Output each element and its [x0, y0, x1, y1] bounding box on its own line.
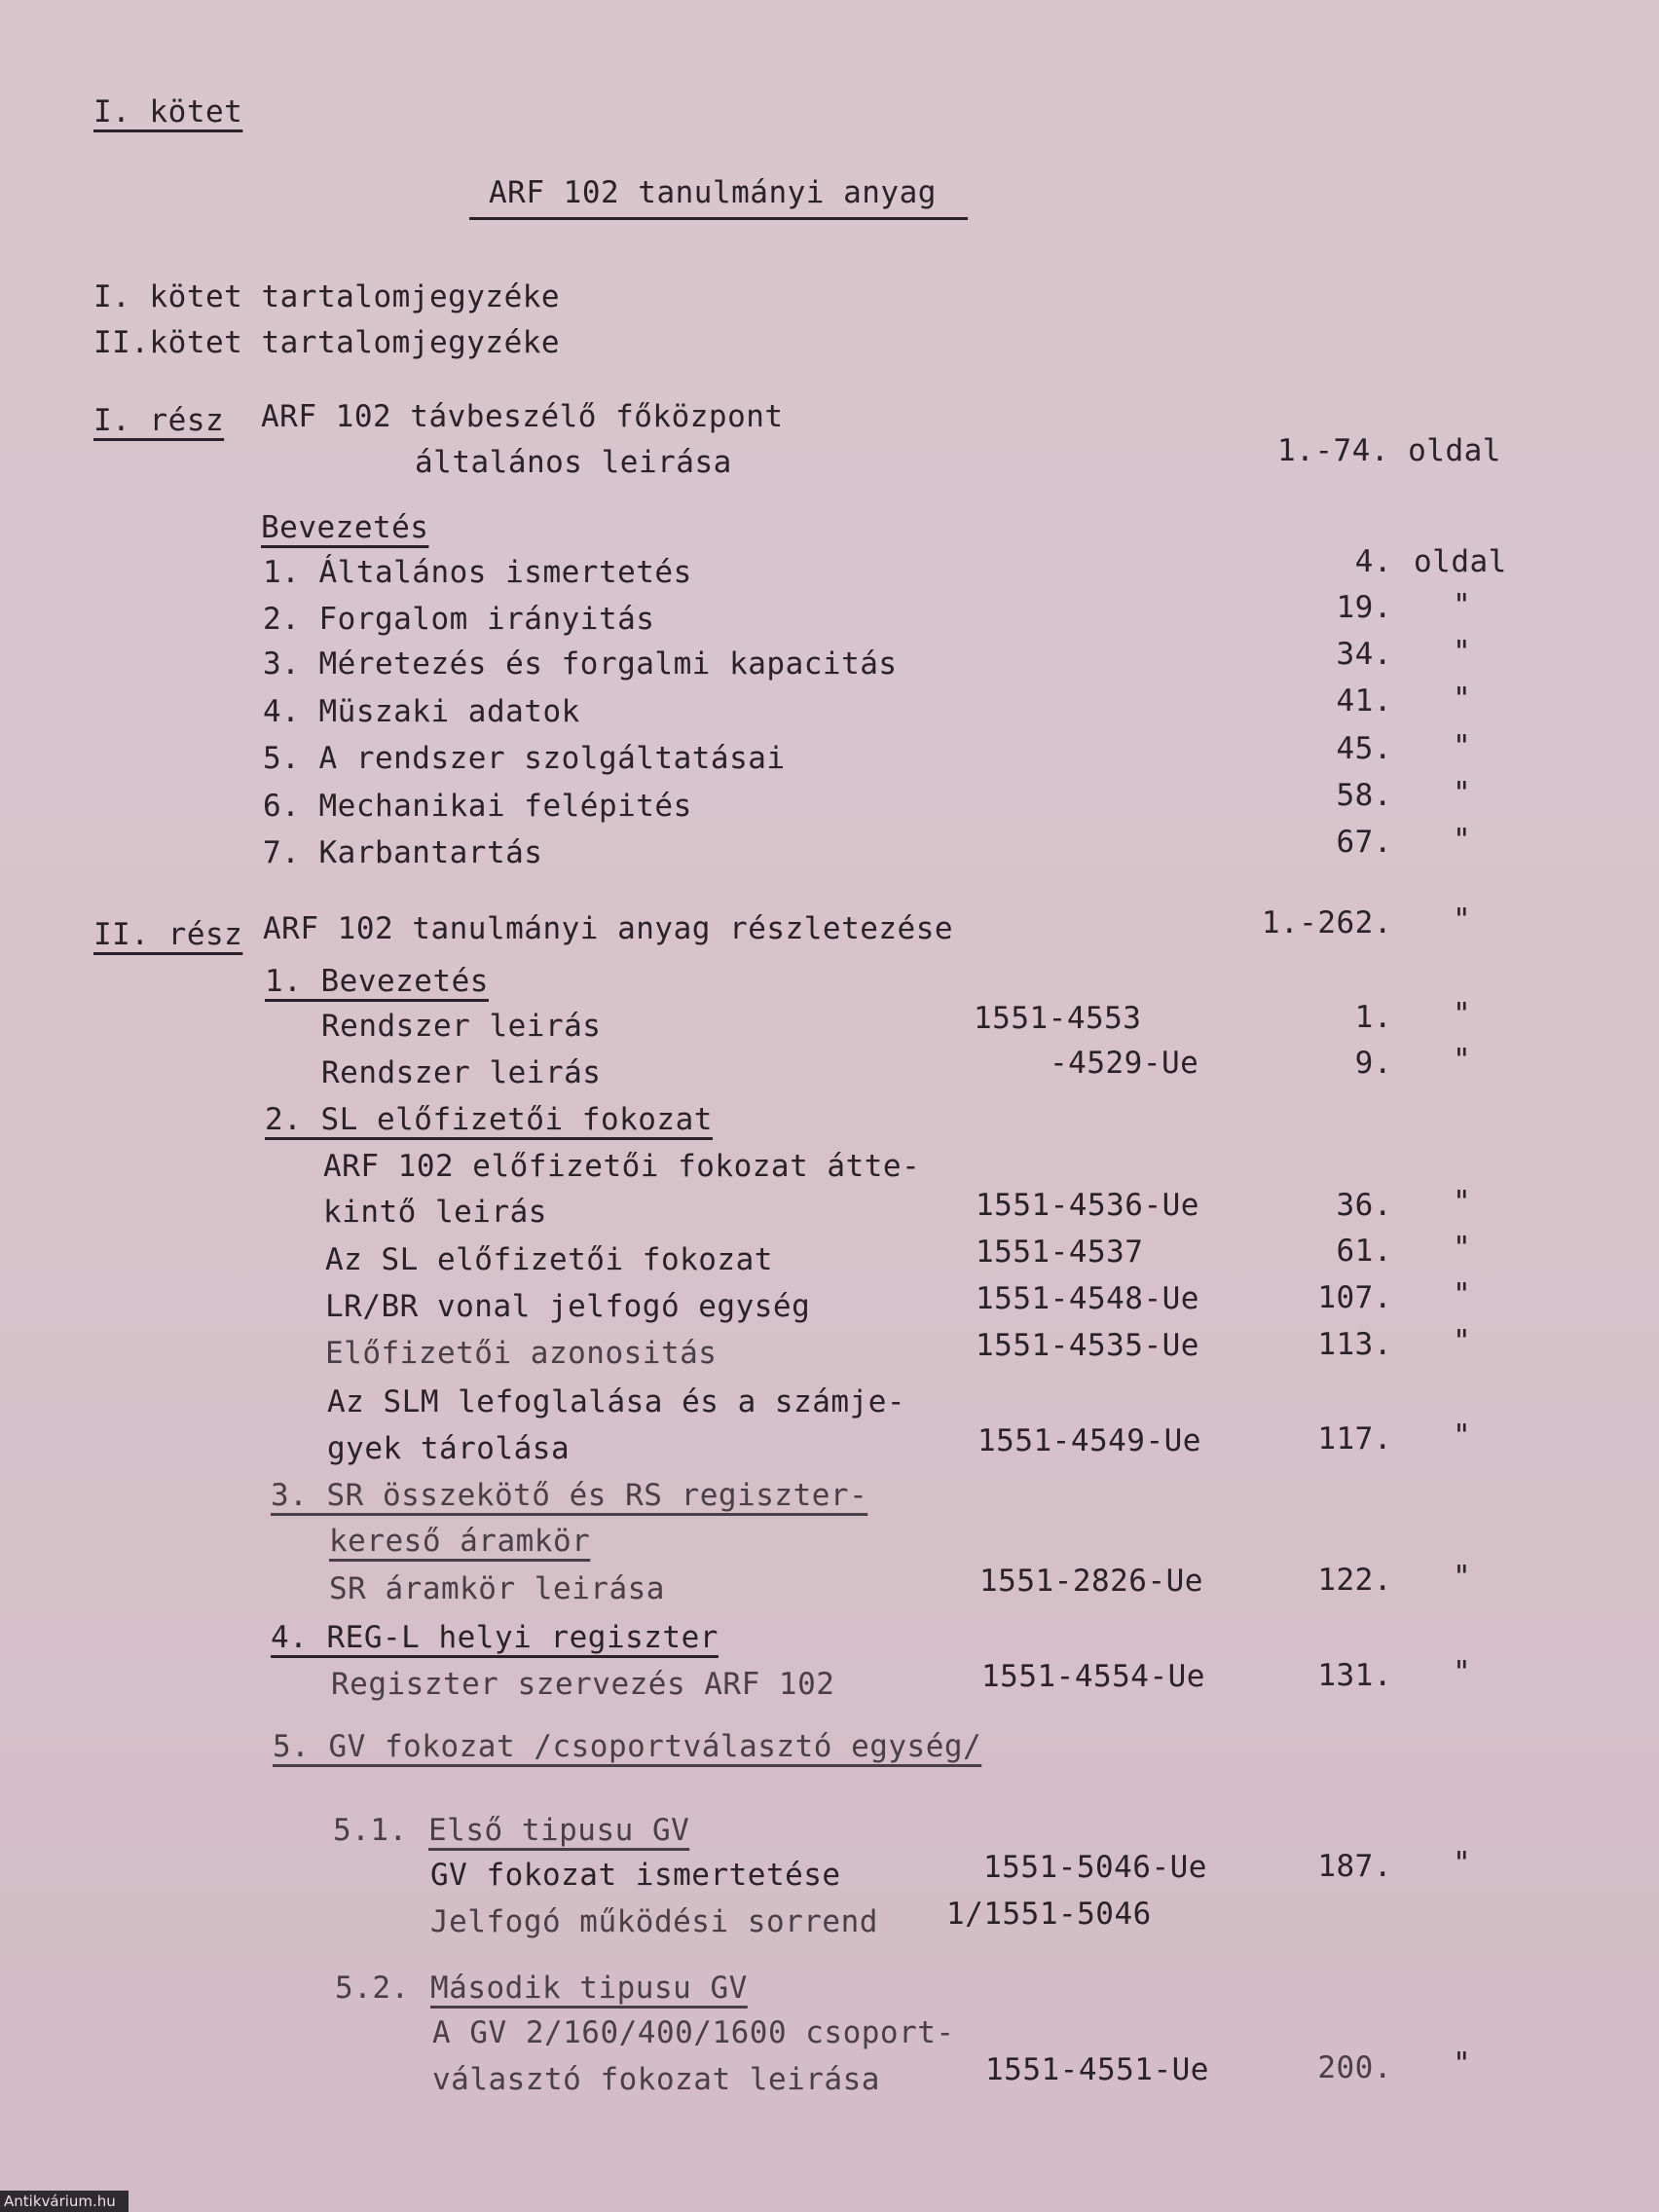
list-item: 6. Mechanikai felépités — [263, 789, 692, 824]
doc-code: 1551-4554-Ue — [981, 1659, 1205, 1694]
ditto-mark: " — [1453, 1560, 1472, 1595]
page-number: 9. — [1354, 1046, 1392, 1081]
title-underline — [469, 217, 968, 220]
doc-code: 1551-4548-Ue — [976, 1281, 1199, 1316]
ditto-mark: " — [1453, 1419, 1472, 1454]
page-number: 1. — [1354, 1000, 1392, 1035]
doc-code: 1551-4536-Ue — [976, 1188, 1199, 1223]
section5-2-title: Második tipusu GV — [430, 1971, 748, 2006]
section2-row5-line2: gyek tárolása — [327, 1431, 571, 1466]
toc-vol2: II.kötet tartalomjegyzéke — [93, 325, 561, 360]
page-number: 113. — [1317, 1327, 1392, 1362]
page-number: 200. — [1317, 2050, 1392, 2085]
page-number: 34. — [1336, 637, 1392, 672]
doc-code: 1551-5046-Ue — [983, 1850, 1207, 1885]
part2-title: ARF 102 tanulmányi anyag részletezése — [263, 911, 954, 946]
ditto-mark: " — [1453, 903, 1472, 938]
doc-code: 1551-4537 — [976, 1235, 1144, 1270]
list-item: 3. Méretezés és forgalmi kapacitás — [263, 646, 898, 682]
ditto-mark: " — [1453, 997, 1472, 1032]
ditto-mark: " — [1453, 588, 1472, 623]
doc-code: -4529-Ue — [1050, 1046, 1199, 1081]
ditto-mark: " — [1453, 1185, 1472, 1220]
part1-title-line2: általános leirása — [415, 445, 732, 480]
section1-row-text: Rendszer leirás — [321, 1055, 602, 1090]
section3-row-text: SR áramkör leirása — [329, 1571, 665, 1606]
part1-label: I. rész — [93, 403, 225, 438]
page-number: 131. — [1317, 1658, 1392, 1693]
section5-2-line2: választó fokozat leirása — [432, 2062, 880, 2097]
toc-vol1: I. kötet tartalomjegyzéke — [93, 279, 561, 314]
page-number: 19. — [1336, 590, 1392, 625]
watermark: Antikvárium.hu — [0, 2191, 129, 2212]
doc-code: 1551-4549-Ue — [977, 1423, 1201, 1458]
doc-code: 1/1551-5046 — [946, 1897, 1152, 1932]
section5-1-title: Első tipusu GV — [428, 1813, 690, 1848]
section2-row2-text: Az SL előfizetői fokozat — [325, 1242, 773, 1277]
section5-1-number: 5.1. — [333, 1813, 408, 1848]
ditto-mark: " — [1453, 1231, 1472, 1266]
section5-1-row2-text: Jelfogó működési sorrend — [430, 1904, 878, 1939]
page-number: 45. — [1336, 731, 1392, 766]
ditto-mark: " — [1453, 635, 1472, 670]
doc-title: ARF 102 tanulmányi anyag — [489, 175, 937, 210]
section2-heading: 2. SL előfizetői fokozat — [265, 1102, 713, 1137]
ditto-mark: " — [1453, 729, 1472, 764]
section5-1-row1-text: GV fokozat ismertetése — [430, 1858, 841, 1893]
section1-row-text: Rendszer leirás — [321, 1009, 602, 1044]
part1-title-line1: ARF 102 távbeszélő főközpont — [261, 399, 784, 434]
ditto-mark: " — [1453, 2046, 1472, 2082]
ditto-mark: " — [1453, 823, 1472, 858]
section2-row1-line1: ARF 102 előfizetői fokozat átte- — [323, 1149, 921, 1184]
section2-row1-line2: kintő leirás — [323, 1195, 547, 1230]
page-number: 61. — [1336, 1234, 1392, 1269]
section2-row5-line1: Az SLM lefoglalása és a számje- — [327, 1384, 906, 1419]
list-item: 4. Müszaki adatok — [263, 694, 580, 729]
doc-code: 1551-4535-Ue — [976, 1328, 1199, 1363]
ditto-mark: " — [1453, 682, 1472, 717]
section5-2-number: 5.2. — [335, 1971, 410, 2006]
part2-pages: 1.-262. — [1261, 905, 1392, 940]
doc-code: 1551-4551-Ue — [985, 2052, 1209, 2087]
volume-heading: I. kötet — [93, 94, 243, 129]
page-number: 122. — [1317, 1563, 1392, 1598]
section3-heading-line1: 3. SR összekötő és RS regiszter- — [271, 1478, 868, 1513]
list-item: 7. Karbantartás — [263, 835, 543, 870]
ditto-mark: " — [1453, 1324, 1472, 1359]
list-item: 1. Általános ismertetés — [263, 555, 692, 590]
doc-code: 1551-2826-Ue — [979, 1564, 1203, 1599]
page-number: 4. — [1354, 544, 1392, 579]
ditto-mark: " — [1453, 1655, 1472, 1690]
section1-heading: 1. Bevezetés — [265, 964, 489, 999]
part2-label: II. rész — [93, 917, 243, 952]
list-item: 2. Forgalom irányitás — [263, 602, 655, 637]
doc-code: 1551-4553 — [974, 1001, 1142, 1036]
ditto-mark: " — [1453, 1043, 1472, 1078]
page-number: 58. — [1336, 778, 1392, 813]
section4-row-text: Regiszter szervezés ARF 102 — [331, 1667, 835, 1702]
page-number: 107. — [1317, 1280, 1392, 1315]
page-unit: oldal — [1414, 544, 1507, 579]
page-number: 41. — [1336, 683, 1392, 719]
page-number: 36. — [1336, 1188, 1392, 1223]
section3-heading-line2: kereső áramkör — [329, 1524, 591, 1559]
part1-pages: 1.-74. oldal — [1277, 433, 1501, 468]
part1-intro-heading: Bevezetés — [261, 510, 429, 545]
page-number: 117. — [1317, 1421, 1392, 1456]
ditto-mark: " — [1453, 776, 1472, 811]
section4-heading: 4. REG-L helyi regiszter — [271, 1620, 719, 1655]
list-item: 5. A rendszer szolgáltatásai — [263, 741, 786, 776]
section5-2-line1: A GV 2/160/400/1600 csoport- — [432, 2015, 955, 2050]
page-number: 187. — [1317, 1849, 1392, 1884]
ditto-mark: " — [1453, 1277, 1472, 1312]
section2-row3-text: LR/BR vonal jelfogó egység — [325, 1289, 811, 1324]
section5-heading: 5. GV fokozat /csoportválasztó egység/ — [273, 1729, 982, 1764]
ditto-mark: " — [1453, 1846, 1472, 1881]
page-number: 67. — [1336, 825, 1392, 860]
section2-row4-text: Előfizetői azonositás — [325, 1336, 718, 1371]
